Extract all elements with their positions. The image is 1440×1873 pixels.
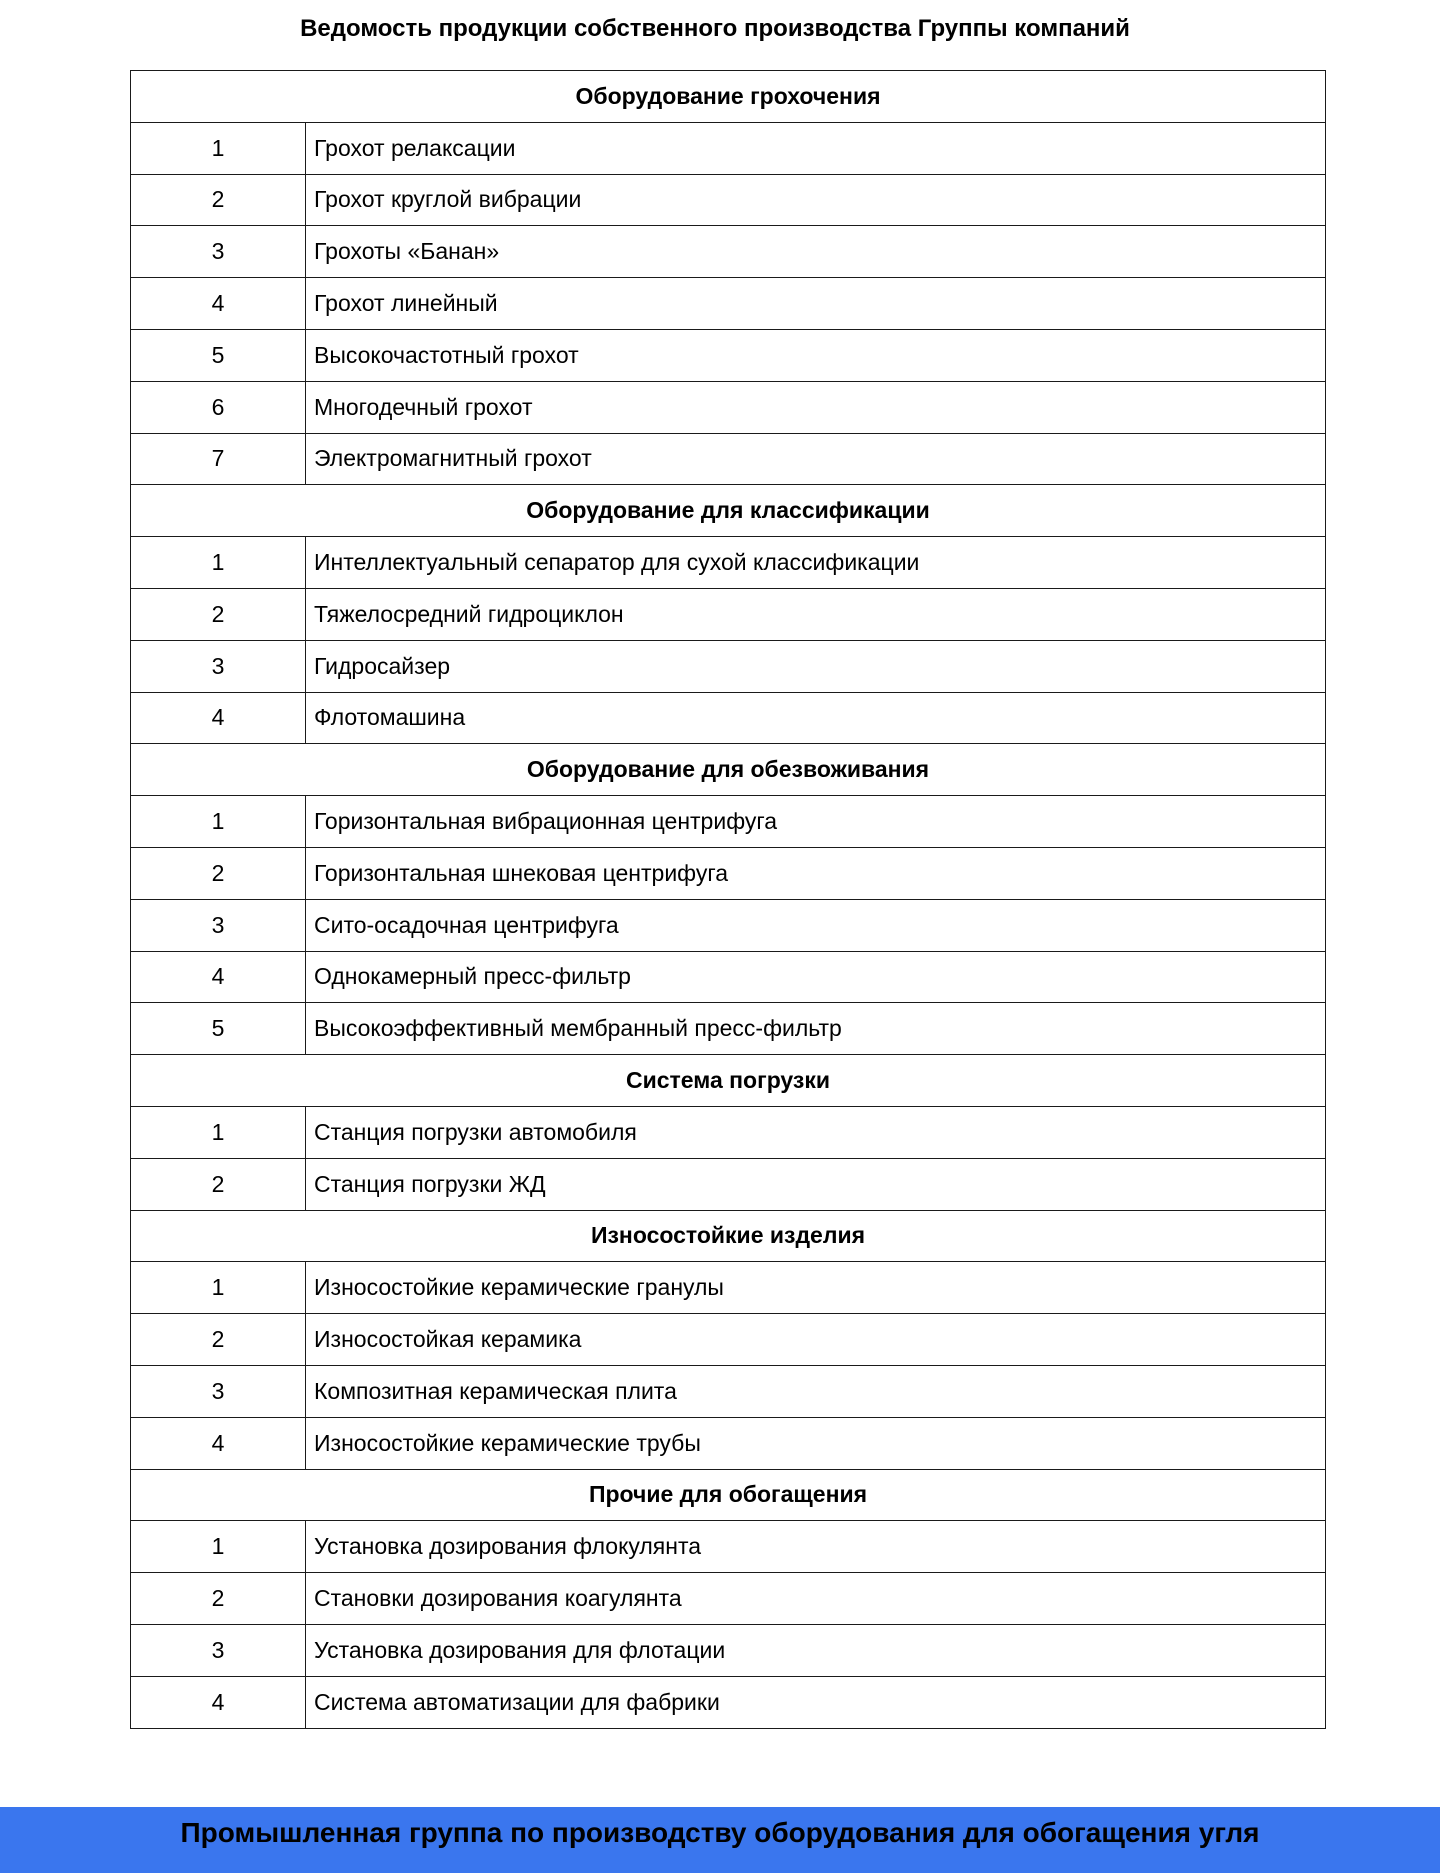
table-row bbox=[131, 1106, 1326, 1158]
product-table bbox=[130, 70, 1326, 1729]
product-table-body bbox=[131, 71, 1326, 1729]
item-name: Гидросайзер bbox=[306, 640, 1326, 692]
item-number: 3 bbox=[131, 226, 306, 278]
item-name: Система автоматизации для фабрики bbox=[306, 1676, 1326, 1728]
item-number: 4 bbox=[131, 278, 306, 330]
table-row bbox=[131, 1158, 1326, 1210]
item-name: Горизонтальная шнековая центрифуга bbox=[306, 847, 1326, 899]
table-row bbox=[131, 1676, 1326, 1728]
footer-text: Промышленная группа по производству оборудования для обогащения угля bbox=[180, 1817, 1260, 1848]
section-heading: Оборудование грохочения bbox=[131, 71, 1326, 123]
item-name: Грохот круглой вибрации bbox=[306, 174, 1326, 226]
item-name: Становки дозирования коагулянта bbox=[306, 1573, 1326, 1625]
item-name: Износостойкие керамические гранулы bbox=[306, 1262, 1326, 1314]
table-row bbox=[131, 1314, 1326, 1366]
item-number: 2 bbox=[131, 174, 306, 226]
table-row bbox=[131, 1365, 1326, 1417]
table-row bbox=[131, 796, 1326, 848]
table-row bbox=[131, 537, 1326, 589]
item-name: Тяжелосредний гидроциклон bbox=[306, 588, 1326, 640]
item-number: 3 bbox=[131, 1624, 306, 1676]
section-heading: Прочие для обогащения bbox=[131, 1469, 1326, 1521]
item-name: Сито-осадочная центрифуга bbox=[306, 899, 1326, 951]
table-row bbox=[131, 692, 1326, 744]
table-row bbox=[131, 174, 1326, 226]
item-number: 4 bbox=[131, 1676, 306, 1728]
item-number: 6 bbox=[131, 381, 306, 433]
table-row bbox=[131, 1573, 1326, 1625]
item-number: 2 bbox=[131, 1314, 306, 1366]
table-row bbox=[131, 381, 1326, 433]
table-row bbox=[131, 122, 1326, 174]
item-number: 4 bbox=[131, 951, 306, 1003]
item-number: 5 bbox=[131, 1003, 306, 1055]
table-row bbox=[131, 1624, 1326, 1676]
item-name: Композитная керамическая плита bbox=[306, 1365, 1326, 1417]
item-name: Электромагнитный грохот bbox=[306, 433, 1326, 485]
item-number: 2 bbox=[131, 1573, 306, 1625]
item-name: Горизонтальная вибрационная центрифуга bbox=[306, 796, 1326, 848]
item-number: 4 bbox=[131, 1417, 306, 1469]
item-number: 5 bbox=[131, 329, 306, 381]
table-row bbox=[131, 1521, 1326, 1573]
table-row bbox=[131, 1003, 1326, 1055]
section-heading: Система погрузки bbox=[131, 1055, 1326, 1107]
item-number: 3 bbox=[131, 899, 306, 951]
table-row bbox=[131, 640, 1326, 692]
section-header-row bbox=[131, 1055, 1326, 1107]
item-number: 3 bbox=[131, 640, 306, 692]
section-header-row bbox=[131, 744, 1326, 796]
section-header-row bbox=[131, 485, 1326, 537]
item-name: Флотомашина bbox=[306, 692, 1326, 744]
item-number: 1 bbox=[131, 1106, 306, 1158]
item-number: 1 bbox=[131, 122, 306, 174]
item-number: 7 bbox=[131, 433, 306, 485]
item-name: Однокамерный пресс-фильтр bbox=[306, 951, 1326, 1003]
item-number: 1 bbox=[131, 537, 306, 589]
item-name: Высокочастотный грохот bbox=[306, 329, 1326, 381]
item-name: Грохоты «Банан» bbox=[306, 226, 1326, 278]
item-name: Грохот линейный bbox=[306, 278, 1326, 330]
item-number: 2 bbox=[131, 847, 306, 899]
item-number: 1 bbox=[131, 1262, 306, 1314]
item-number: 3 bbox=[131, 1365, 306, 1417]
footer-banner bbox=[0, 1807, 1440, 1873]
table-row bbox=[131, 588, 1326, 640]
item-name: Высокоэффективный мембранный пресс-фильтр bbox=[306, 1003, 1326, 1055]
item-number: 4 bbox=[131, 692, 306, 744]
table-row bbox=[131, 329, 1326, 381]
item-name: Установка дозирования флокулянта bbox=[306, 1521, 1326, 1573]
item-number: 1 bbox=[131, 796, 306, 848]
item-number: 2 bbox=[131, 1158, 306, 1210]
item-name: Станция погрузки ЖД bbox=[306, 1158, 1326, 1210]
document-title: Ведомость продукции собственного производства Группы компаний bbox=[300, 15, 1130, 42]
item-name: Интеллектуальный сепаратор для сухой классификации bbox=[306, 537, 1326, 589]
table-row bbox=[131, 278, 1326, 330]
section-header-row bbox=[131, 71, 1326, 123]
section-heading: Оборудование для классификации bbox=[131, 485, 1326, 537]
section-header-row bbox=[131, 1210, 1326, 1262]
item-name: Установка дозирования для флотации bbox=[306, 1624, 1326, 1676]
table-row bbox=[131, 951, 1326, 1003]
table-row bbox=[131, 226, 1326, 278]
section-heading: Износостойкие изделия bbox=[131, 1210, 1326, 1262]
item-number: 2 bbox=[131, 588, 306, 640]
item-name: Многодечный грохот bbox=[306, 381, 1326, 433]
item-name: Износостойкая керамика bbox=[306, 1314, 1326, 1366]
table-row bbox=[131, 847, 1326, 899]
item-name: Износостойкие керамические трубы bbox=[306, 1417, 1326, 1469]
item-number: 1 bbox=[131, 1521, 306, 1573]
table-row bbox=[131, 1417, 1326, 1469]
table-row bbox=[131, 899, 1326, 951]
section-heading: Оборудование для обезвоживания bbox=[131, 744, 1326, 796]
table-row bbox=[131, 1262, 1326, 1314]
table-row bbox=[131, 433, 1326, 485]
section-header-row bbox=[131, 1469, 1326, 1521]
item-name: Грохот релаксации bbox=[306, 122, 1326, 174]
item-name: Станция погрузки автомобиля bbox=[306, 1106, 1326, 1158]
product-table-container bbox=[130, 70, 1325, 1729]
